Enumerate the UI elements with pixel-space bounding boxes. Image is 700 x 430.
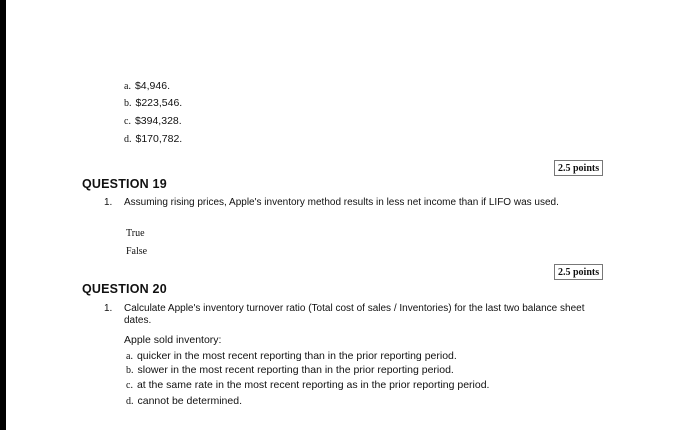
option-letter: b. — [126, 365, 134, 376]
option-text: at the same rate in the most recent reporting as in the prior reporting period. — [136, 379, 490, 391]
q19-text: Assuming rising prices, Apple's inventory method results in less net income than if LIFO was used. — [124, 197, 559, 208]
option-text: slower in the most recent reporting than in the prior reporting period. — [137, 364, 454, 376]
q20-number: 1. — [104, 303, 113, 314]
option-letter: c. — [124, 116, 131, 127]
left-frame-bar — [0, 0, 6, 430]
option-text: $170,782. — [135, 133, 183, 145]
q20-option-b[interactable] — [126, 364, 454, 376]
q20-title: QUESTION 20 — [82, 282, 167, 296]
q19-option-false[interactable]: False — [126, 246, 148, 257]
option-text: cannot be determined. — [137, 395, 242, 407]
prev-option-a[interactable] — [124, 80, 170, 92]
option-text: $4,946. — [134, 80, 170, 92]
prev-option-c[interactable] — [124, 115, 182, 127]
q20-subprompt: Apple sold inventory: — [124, 334, 222, 346]
q19-title: QUESTION 19 — [82, 177, 167, 191]
q19-points-badge: 2.5 points — [554, 160, 603, 176]
q20-option-d[interactable] — [126, 395, 242, 407]
prev-option-b[interactable] — [124, 97, 182, 109]
option-letter: d. — [126, 396, 134, 407]
q20-option-c[interactable] — [126, 379, 489, 391]
option-letter: c. — [126, 380, 133, 391]
option-text: $223,546. — [135, 97, 183, 109]
option-letter: b. — [124, 98, 132, 109]
prev-option-d[interactable] — [124, 133, 182, 145]
option-letter: a. — [126, 351, 133, 362]
q19-number: 1. — [104, 197, 113, 208]
option-letter: d. — [124, 134, 132, 145]
option-text: $394,328. — [134, 115, 182, 127]
q20-option-a[interactable] — [126, 350, 457, 362]
option-letter: a. — [124, 81, 131, 92]
q20-points-badge: 2.5 points — [554, 264, 603, 280]
option-text: quicker in the most recent reporting than in the prior reporting period. — [136, 350, 457, 362]
q20-text: Calculate Apple's inventory turnover ratio (Total cost of sales / Inventories) for the last two balance sheet dates. — [124, 303, 585, 326]
q19-option-true[interactable]: True — [126, 228, 145, 239]
